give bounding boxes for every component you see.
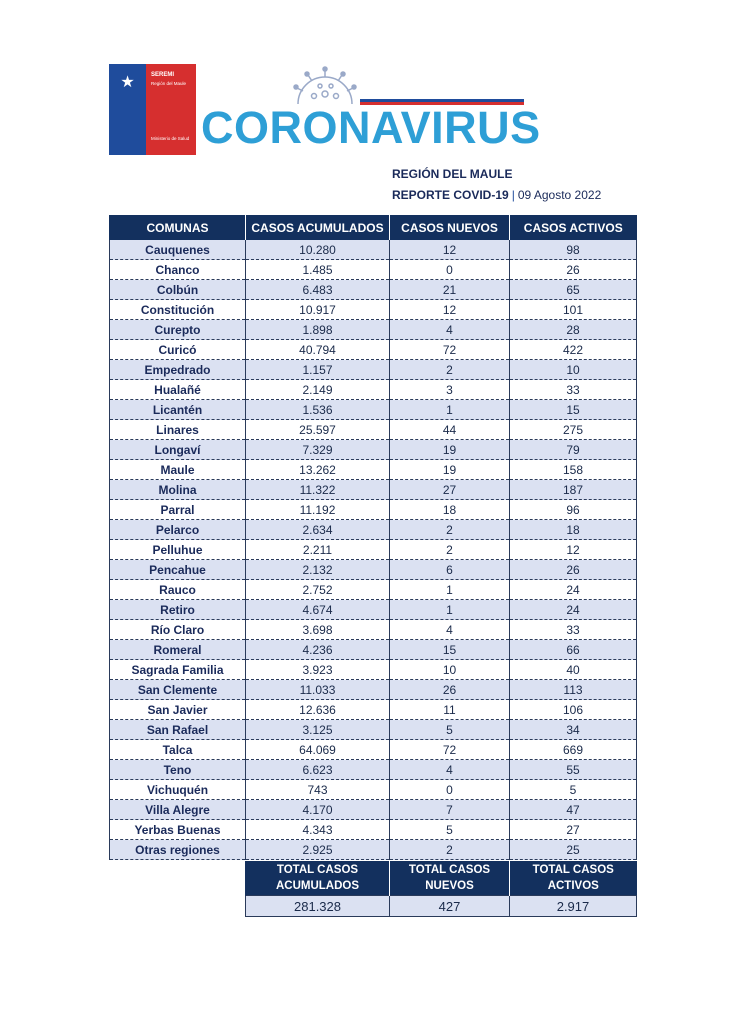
table-row bbox=[110, 700, 637, 720]
cell-activos: 113 bbox=[510, 680, 637, 700]
cell-acumulados: 10.917 bbox=[246, 300, 390, 320]
cell-activos: 26 bbox=[510, 260, 637, 280]
cell-nuevos: 12 bbox=[390, 240, 510, 260]
table-row bbox=[110, 760, 637, 780]
cell-acumulados: 11.033 bbox=[246, 680, 390, 700]
cell-activos: 12 bbox=[510, 540, 637, 560]
header-comunas: COMUNAS bbox=[110, 215, 246, 240]
cell-comuna: Hualañé bbox=[110, 380, 246, 400]
cell-nuevos: 19 bbox=[390, 460, 510, 480]
cell-acumulados: 4.170 bbox=[246, 800, 390, 820]
cell-activos: 18 bbox=[510, 520, 637, 540]
logo-region-text: Región del Maule bbox=[151, 81, 187, 86]
totals-table bbox=[245, 861, 637, 917]
cell-comuna: Pelarco bbox=[110, 520, 246, 540]
table-row bbox=[110, 460, 637, 480]
report-line bbox=[392, 188, 601, 202]
cell-nuevos: 72 bbox=[390, 340, 510, 360]
cell-activos: 25 bbox=[510, 840, 637, 860]
header-casos-acumulados: CASOS ACUMULADOS bbox=[246, 215, 390, 240]
cell-acumulados: 1.536 bbox=[246, 400, 390, 420]
cell-activos: 24 bbox=[510, 600, 637, 620]
cell-comuna: Constitución bbox=[110, 300, 246, 320]
cell-nuevos: 7 bbox=[390, 800, 510, 820]
cell-activos: 106 bbox=[510, 700, 637, 720]
coat-of-arms-icon: ★ bbox=[120, 74, 135, 91]
total-acumulados-label-1: TOTAL CASOS bbox=[276, 864, 359, 876]
table-body bbox=[110, 240, 637, 860]
totals-header-row bbox=[246, 861, 637, 896]
cell-nuevos: 1 bbox=[390, 600, 510, 620]
table-header-row bbox=[110, 215, 637, 240]
cell-comuna: Licantén bbox=[110, 400, 246, 420]
cell-comuna: Villa Alegre bbox=[110, 800, 246, 820]
cell-activos: 27 bbox=[510, 820, 637, 840]
table-row bbox=[110, 800, 637, 820]
table-row bbox=[110, 320, 637, 340]
table-row bbox=[110, 440, 637, 460]
cell-activos: 26 bbox=[510, 560, 637, 580]
cell-activos: 98 bbox=[510, 240, 637, 260]
header-casos-activos: CASOS ACTIVOS bbox=[510, 215, 637, 240]
cell-comuna: Retiro bbox=[110, 600, 246, 620]
report-separator: | bbox=[511, 188, 515, 202]
cell-activos: 34 bbox=[510, 720, 637, 740]
cell-acumulados: 11.322 bbox=[246, 480, 390, 500]
cell-acumulados: 7.329 bbox=[246, 440, 390, 460]
total-activos-value: 2.917 bbox=[510, 896, 637, 917]
cell-activos: 79 bbox=[510, 440, 637, 460]
cell-activos: 422 bbox=[510, 340, 637, 360]
cell-activos: 40 bbox=[510, 660, 637, 680]
cell-nuevos: 12 bbox=[390, 300, 510, 320]
cell-comuna: Empedrado bbox=[110, 360, 246, 380]
cell-acumulados: 1.898 bbox=[246, 320, 390, 340]
total-acumulados-value: 281.328 bbox=[246, 896, 390, 917]
cell-nuevos: 2 bbox=[390, 520, 510, 540]
cell-nuevos: 21 bbox=[390, 280, 510, 300]
logo-red-panel bbox=[146, 64, 196, 155]
seremi-logo bbox=[109, 64, 196, 155]
header-casos-nuevos: CASOS NUEVOS bbox=[390, 215, 510, 240]
table-row bbox=[110, 380, 637, 400]
cell-comuna: San Rafael bbox=[110, 720, 246, 740]
cell-activos: 28 bbox=[510, 320, 637, 340]
cell-comuna: Talca bbox=[110, 740, 246, 760]
total-nuevos-label-1: TOTAL CASOS bbox=[408, 864, 491, 876]
cell-comuna: Río Claro bbox=[110, 620, 246, 640]
table-row bbox=[110, 420, 637, 440]
cell-nuevos: 2 bbox=[390, 540, 510, 560]
cell-acumulados: 10.280 bbox=[246, 240, 390, 260]
cell-activos: 669 bbox=[510, 740, 637, 760]
cell-comuna: Vichuquén bbox=[110, 780, 246, 800]
cell-activos: 66 bbox=[510, 640, 637, 660]
table-row bbox=[110, 680, 637, 700]
cell-nuevos: 1 bbox=[390, 400, 510, 420]
table-row bbox=[110, 580, 637, 600]
cell-acumulados: 3.125 bbox=[246, 720, 390, 740]
cell-comuna: Chanco bbox=[110, 260, 246, 280]
total-activos-label-1: TOTAL CASOS bbox=[532, 864, 614, 876]
cell-comuna: Romeral bbox=[110, 640, 246, 660]
cell-acumulados: 2.132 bbox=[246, 560, 390, 580]
cell-acumulados: 13.262 bbox=[246, 460, 390, 480]
cell-nuevos: 2 bbox=[390, 360, 510, 380]
cell-acumulados: 2.925 bbox=[246, 840, 390, 860]
cell-nuevos: 2 bbox=[390, 840, 510, 860]
cell-comuna: San Javier bbox=[110, 700, 246, 720]
cell-acumulados: 12.636 bbox=[246, 700, 390, 720]
cell-acumulados: 25.597 bbox=[246, 420, 390, 440]
cell-nuevos: 18 bbox=[390, 500, 510, 520]
cell-activos: 96 bbox=[510, 500, 637, 520]
table-row bbox=[110, 840, 637, 860]
table-row bbox=[110, 300, 637, 320]
table-row bbox=[110, 740, 637, 760]
cell-comuna: Yerbas Buenas bbox=[110, 820, 246, 840]
cell-acumulados: 11.192 bbox=[246, 500, 390, 520]
cell-nuevos: 3 bbox=[390, 380, 510, 400]
table-row bbox=[110, 360, 637, 380]
cell-nuevos: 27 bbox=[390, 480, 510, 500]
cell-acumulados: 4.674 bbox=[246, 600, 390, 620]
table-row bbox=[110, 240, 637, 260]
cell-acumulados: 2.211 bbox=[246, 540, 390, 560]
cell-acumulados: 6.483 bbox=[246, 280, 390, 300]
cell-comuna: Cauquenes bbox=[110, 240, 246, 260]
cell-comuna: Curepto bbox=[110, 320, 246, 340]
cell-comuna: Rauco bbox=[110, 580, 246, 600]
cell-nuevos: 4 bbox=[390, 320, 510, 340]
cell-comuna: Sagrada Familia bbox=[110, 660, 246, 680]
cell-nuevos: 26 bbox=[390, 680, 510, 700]
table-row bbox=[110, 340, 637, 360]
cell-activos: 55 bbox=[510, 760, 637, 780]
table-row bbox=[110, 560, 637, 580]
cell-activos: 158 bbox=[510, 460, 637, 480]
cell-activos: 15 bbox=[510, 400, 637, 420]
total-nuevos-header bbox=[390, 861, 510, 896]
region-label: REGIÓN DEL MAULE bbox=[392, 167, 513, 181]
cell-acumulados: 1.485 bbox=[246, 260, 390, 280]
cell-comuna: Linares bbox=[110, 420, 246, 440]
table-row bbox=[110, 260, 637, 280]
cell-acumulados: 6.623 bbox=[246, 760, 390, 780]
cell-activos: 24 bbox=[510, 580, 637, 600]
cell-acumulados: 1.157 bbox=[246, 360, 390, 380]
table-row bbox=[110, 500, 637, 520]
cell-acumulados: 40.794 bbox=[246, 340, 390, 360]
cell-acumulados: 4.236 bbox=[246, 640, 390, 660]
table-row bbox=[110, 520, 637, 540]
table-row bbox=[110, 620, 637, 640]
cell-acumulados: 64.069 bbox=[246, 740, 390, 760]
cell-activos: 47 bbox=[510, 800, 637, 820]
logo-blue-panel bbox=[109, 64, 146, 155]
cell-acumulados: 743 bbox=[246, 780, 390, 800]
table-row bbox=[110, 660, 637, 680]
table-row bbox=[110, 600, 637, 620]
cell-activos: 275 bbox=[510, 420, 637, 440]
totals-value-row bbox=[246, 896, 637, 917]
cell-comuna: Curicó bbox=[110, 340, 246, 360]
cell-comuna: Pencahue bbox=[110, 560, 246, 580]
cell-activos: 101 bbox=[510, 300, 637, 320]
total-activos-label-2: ACTIVOS bbox=[547, 880, 599, 892]
cell-activos: 65 bbox=[510, 280, 637, 300]
table-row bbox=[110, 640, 637, 660]
cell-activos: 187 bbox=[510, 480, 637, 500]
table-row bbox=[110, 820, 637, 840]
table-row bbox=[110, 480, 637, 500]
cell-nuevos: 0 bbox=[390, 780, 510, 800]
cell-comuna: San Clemente bbox=[110, 680, 246, 700]
cell-comuna: Maule bbox=[110, 460, 246, 480]
total-nuevos-value: 427 bbox=[390, 896, 510, 917]
cell-nuevos: 10 bbox=[390, 660, 510, 680]
logo-seremi-text: SEREMI bbox=[151, 72, 175, 78]
cell-acumulados: 3.698 bbox=[246, 620, 390, 640]
table-row bbox=[110, 780, 637, 800]
cell-nuevos: 15 bbox=[390, 640, 510, 660]
cell-acumulados: 2.752 bbox=[246, 580, 390, 600]
total-activos-header bbox=[510, 861, 637, 896]
cell-acumulados: 3.923 bbox=[246, 660, 390, 680]
cell-nuevos: 72 bbox=[390, 740, 510, 760]
cell-nuevos: 11 bbox=[390, 700, 510, 720]
page-title: CORONAVIRUS bbox=[201, 102, 541, 153]
cell-nuevos: 6 bbox=[390, 560, 510, 580]
cell-activos: 10 bbox=[510, 360, 637, 380]
total-acumulados-header bbox=[246, 861, 390, 896]
cell-comuna: Parral bbox=[110, 500, 246, 520]
cell-comuna: Colbún bbox=[110, 280, 246, 300]
total-nuevos-label-2: NUEVOS bbox=[425, 880, 474, 892]
total-acumulados-label-2: ACUMULADOS bbox=[275, 880, 360, 892]
cell-comuna: Longaví bbox=[110, 440, 246, 460]
cell-activos: 5 bbox=[510, 780, 637, 800]
table-row bbox=[110, 540, 637, 560]
cell-nuevos: 5 bbox=[390, 720, 510, 740]
cell-activos: 33 bbox=[510, 380, 637, 400]
cell-nuevos: 5 bbox=[390, 820, 510, 840]
cell-nuevos: 0 bbox=[390, 260, 510, 280]
cases-table bbox=[109, 215, 637, 860]
table-row bbox=[110, 280, 637, 300]
table-row bbox=[110, 720, 637, 740]
cell-nuevos: 4 bbox=[390, 760, 510, 780]
cell-activos: 33 bbox=[510, 620, 637, 640]
cell-acumulados: 2.634 bbox=[246, 520, 390, 540]
logo-ministry-text: Ministerio de Salud bbox=[151, 136, 190, 141]
cell-comuna: Pelluhue bbox=[110, 540, 246, 560]
cell-comuna: Teno bbox=[110, 760, 246, 780]
report-label: REPORTE COVID-19 bbox=[392, 188, 509, 202]
cell-comuna: Otras regiones bbox=[110, 840, 246, 860]
cell-nuevos: 1 bbox=[390, 580, 510, 600]
cell-acumulados: 2.149 bbox=[246, 380, 390, 400]
cell-comuna: Molina bbox=[110, 480, 246, 500]
table-row bbox=[110, 400, 637, 420]
report-date: 09 Agosto 2022 bbox=[517, 188, 602, 202]
cell-nuevos: 44 bbox=[390, 420, 510, 440]
cell-nuevos: 4 bbox=[390, 620, 510, 640]
cell-acumulados: 4.343 bbox=[246, 820, 390, 840]
cell-nuevos: 19 bbox=[390, 440, 510, 460]
